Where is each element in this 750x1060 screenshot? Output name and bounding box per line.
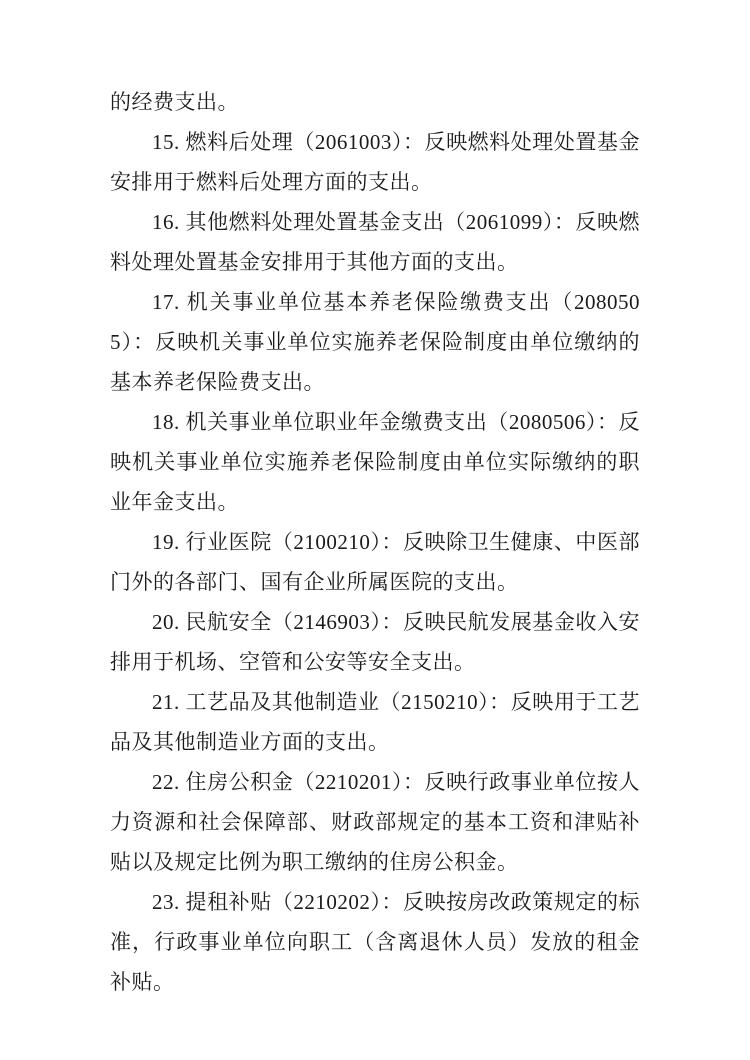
paragraph-continuation: 的经费支出。 (110, 90, 239, 114)
paragraph-item-16: 16. 其他燃料处理处置基金支出（2061099）：反映燃料处理处置基金安排用于其他方面的支出。 (110, 210, 640, 274)
paragraph-item-21: 21. 工艺品及其他制造业（2150210）：反映用于工艺品及其他制造业方面的支出。 (110, 690, 640, 754)
paragraph-item-19: 19. 行业医院（2100210）：反映除卫生健康、中医部门外的各部门、国有企业所属医院的支出。 (110, 530, 640, 594)
paragraph-item-18: 18. 机关事业单位职业年金缴费支出（2080506）：反映机关事业单位实施养老保险制度由单位实际缴纳的职业年金支出。 (110, 410, 640, 514)
paragraph-item-15: 15. 燃料后处理（2061003）：反映燃料处理处置基金安排用于燃料后处理方面的支出。 (110, 130, 640, 194)
paragraph-item-17: 17. 机关事业单位基本养老保险缴费支出（2080505）：反映机关事业单位实施养老保险制度由单位缴纳的基本养老保险费支出。 (110, 290, 640, 394)
paragraph-item-23: 23. 提租补贴（2210202）：反映按房改政策规定的标准，行政事业单位向职工（含离退休人员）发放的租金补贴。 (110, 890, 640, 994)
paragraph-item-22: 22. 住房公积金（2210201）：反映行政事业单位按人力资源和社会保障部、财政部规定的基本工资和津贴补贴以及规定比例为职工缴纳的住房公积金。 (110, 770, 640, 874)
paragraph-item-20: 20. 民航安全（2146903）：反映民航发展基金收入安排用于机场、空管和公安等安全支出。 (110, 610, 640, 674)
